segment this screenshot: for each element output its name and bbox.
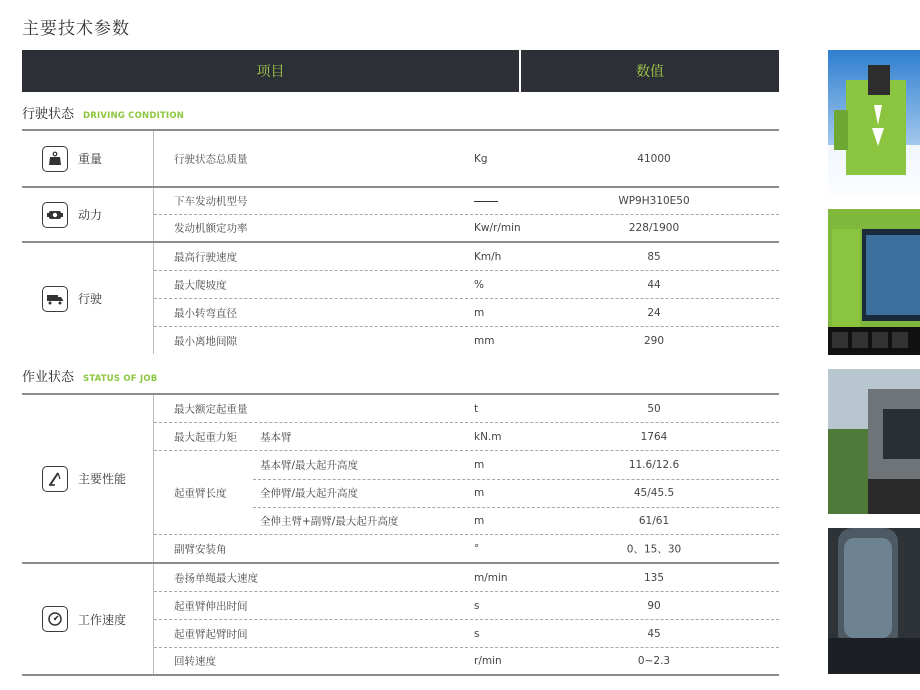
group-working-speed xyxy=(22,562,779,674)
table-row xyxy=(154,188,779,215)
table-row xyxy=(154,648,779,674)
row-name: 最高行驶速度 xyxy=(174,251,237,263)
table-row xyxy=(154,131,779,186)
page-title: 主要技术参数 xyxy=(22,19,130,39)
category-driving xyxy=(22,243,154,354)
row-name: 发动机额定功率 xyxy=(174,222,248,235)
table-row xyxy=(154,215,779,241)
crane-boom-icon xyxy=(42,466,68,492)
row-name: 起重臂伸出时间 xyxy=(174,600,248,612)
section-title-cn: 行驶状态 xyxy=(22,107,75,122)
cab-exterior-photo xyxy=(828,369,920,514)
row-sub: 全伸主臂+副臂/最大起升高度 xyxy=(260,515,399,527)
seat-upholstery-photo xyxy=(828,528,920,674)
row-name: 最大额定起重量 xyxy=(174,403,248,415)
row-name: 起重臂起臂时间 xyxy=(174,628,248,640)
row-value: 61/61 xyxy=(638,514,670,527)
crane-hook-photo xyxy=(828,50,920,195)
row-value: 90 xyxy=(647,599,661,612)
category-weight xyxy=(22,131,154,186)
row-sub: 全伸臂/最大起升高度 xyxy=(260,487,359,499)
row-value: 11.6/12.6 xyxy=(628,458,680,471)
row-unit: s xyxy=(474,599,480,612)
row-unit: m xyxy=(474,306,485,319)
table-row xyxy=(154,243,779,271)
row-name: 行驶状态总质量 xyxy=(174,153,248,165)
row-value: 0~2.3 xyxy=(637,655,671,667)
table-bottom-border xyxy=(22,674,779,676)
table-row xyxy=(154,299,779,327)
row-sub: 基本臂/最大起升高度 xyxy=(260,459,359,471)
row-value: 85 xyxy=(647,250,661,263)
table-row xyxy=(154,620,779,648)
row-unit: Kg xyxy=(474,152,488,165)
category-label: 行驶 xyxy=(78,292,103,306)
table-row xyxy=(154,327,779,354)
row-value: 228/1900 xyxy=(628,222,680,234)
row-name: 回转速度 xyxy=(174,655,216,668)
group-main-performance xyxy=(22,393,779,562)
row-name: 下车发动机型号 xyxy=(174,195,248,208)
row-unit: mm xyxy=(474,334,495,347)
category-label: 主要性能 xyxy=(78,472,127,486)
section-driving-condition xyxy=(22,103,184,122)
table-row xyxy=(154,564,779,592)
section-title-cn: 作业状态 xyxy=(22,370,75,385)
table-row xyxy=(154,535,779,562)
header-value: 数值 xyxy=(636,64,664,80)
row-value: WP9H310E50 xyxy=(618,195,690,207)
row-value: 24 xyxy=(647,306,661,319)
truck-icon xyxy=(42,286,68,312)
row-unit: t xyxy=(474,402,479,415)
category-label: 重量 xyxy=(78,152,103,166)
row-name: 最大起重力矩 xyxy=(174,431,237,443)
table-header xyxy=(22,50,779,92)
header-item: 项目 xyxy=(22,50,521,92)
row-unit: % xyxy=(474,278,484,291)
row-name: 最小转弯直径 xyxy=(174,307,237,319)
row-unit: m xyxy=(474,458,485,471)
row-value: 290 xyxy=(643,334,665,347)
table-row xyxy=(154,423,779,451)
category-label: 动力 xyxy=(78,208,103,222)
row-unit: r/min xyxy=(474,655,502,667)
row-value: 41000 xyxy=(637,152,671,165)
row-value: 135 xyxy=(643,571,665,584)
group-power xyxy=(22,186,779,241)
row-value: 50 xyxy=(647,402,661,415)
category-power xyxy=(22,188,154,241)
category-label: 工作速度 xyxy=(78,612,127,627)
row-value: 45 xyxy=(647,627,661,640)
row-unit: s xyxy=(474,627,480,640)
table-row xyxy=(154,479,779,507)
group-driving xyxy=(22,241,779,354)
table-row xyxy=(154,451,779,479)
row-name: 副臂安装角 xyxy=(174,543,227,555)
boom-length-label: 起重臂长度 xyxy=(174,487,227,500)
row-unit: ° xyxy=(474,542,480,555)
category-working-speed xyxy=(22,564,154,674)
row-name: 最小离地间隙 xyxy=(174,335,237,347)
row-unit: kN.m xyxy=(474,430,502,443)
row-value: 1764 xyxy=(640,430,668,443)
section-status-of-job xyxy=(22,366,157,385)
weight-icon xyxy=(42,146,68,172)
table-row xyxy=(154,507,779,535)
row-value: 0、15、30 xyxy=(626,543,682,555)
row-unit: Km/h xyxy=(474,250,502,263)
section-title-en: STATUS OF JOB xyxy=(83,374,158,384)
row-value: 45/45.5 xyxy=(633,486,675,499)
table-row xyxy=(154,592,779,620)
row-value: 44 xyxy=(647,278,661,291)
row-unit-dash xyxy=(474,195,498,207)
row-unit: Kw/r/min xyxy=(474,222,521,234)
row-name: 最大爬坡度 xyxy=(174,279,227,291)
speed-gauge-icon xyxy=(42,606,68,632)
category-main-performance xyxy=(22,395,154,562)
section-title-en: DRIVING CONDITION xyxy=(83,111,185,121)
row-unit: m/min xyxy=(474,571,508,584)
table-row xyxy=(154,271,779,299)
row-name: 卷扬单绳最大速度 xyxy=(174,572,258,584)
group-weight xyxy=(22,129,779,186)
table-row xyxy=(154,395,779,423)
engine-icon xyxy=(42,202,68,228)
control-panel-photo xyxy=(828,209,920,355)
row-unit: m xyxy=(474,486,485,499)
row-unit: m xyxy=(474,514,485,527)
row-sub: 基本臂 xyxy=(260,431,292,443)
